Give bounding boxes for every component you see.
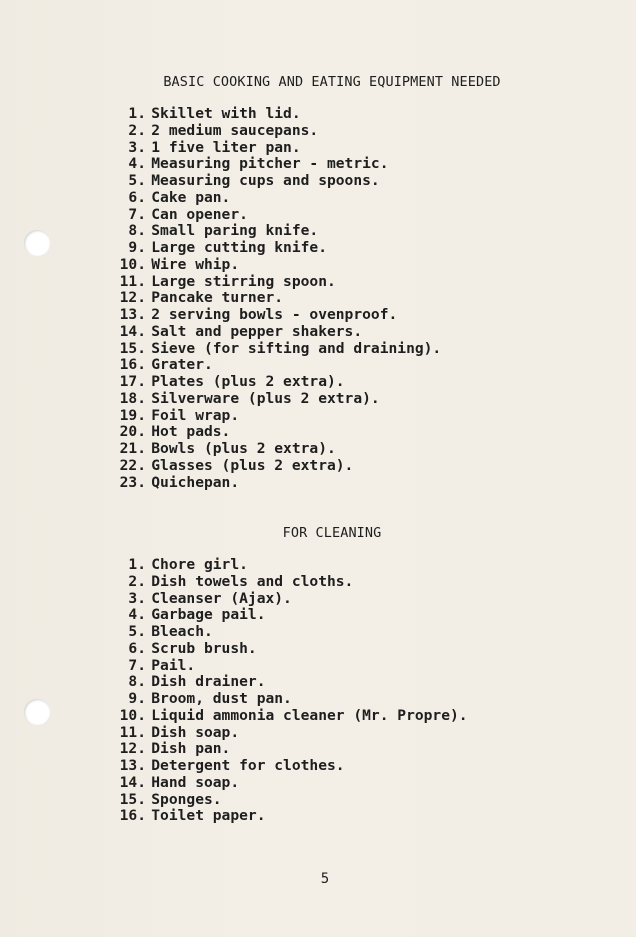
- item-number: 20.: [119, 423, 146, 441]
- item-text: Hot pads.: [151, 423, 231, 441]
- item-number: 15.: [119, 339, 146, 357]
- item-text: Plates (plus 2 extra).: [151, 373, 345, 390]
- list-item: [92, 357, 441, 374]
- item-number: 19.: [119, 406, 146, 424]
- list-item: [92, 190, 441, 207]
- item-text: Skillet with lid.: [151, 105, 301, 122]
- item-number: 5.: [128, 623, 146, 640]
- item-text: Sieve (for sifting and draining).: [151, 339, 442, 357]
- list-item: [92, 607, 468, 624]
- list-item: [92, 257, 441, 274]
- list-item: [92, 557, 468, 574]
- list-item: [92, 156, 441, 173]
- cleaning-heading: FOR CLEANING: [282, 525, 382, 541]
- item-text: Chore girl.: [151, 556, 248, 573]
- item-text: Pail.: [151, 656, 196, 674]
- item-number: 2.: [128, 572, 146, 590]
- list-item: [92, 173, 441, 190]
- item-text: Glasses (plus 2 extra).: [151, 456, 354, 474]
- item-number: 12.: [119, 289, 146, 307]
- list-item: [92, 424, 441, 441]
- list-item: [92, 741, 468, 758]
- list-item: [92, 391, 441, 408]
- item-text: Hand soap.: [151, 773, 240, 791]
- list-item: [92, 641, 468, 658]
- list-item: [92, 441, 441, 458]
- list-item: [92, 758, 468, 775]
- list-item: [92, 792, 468, 809]
- item-text: Pancake turner.: [151, 289, 284, 307]
- list-item: [92, 408, 441, 425]
- item-number: 21.: [119, 440, 146, 457]
- item-text: Cleanser (Ajax).: [151, 589, 292, 607]
- item-number: 7.: [128, 656, 146, 674]
- binder-hole-bottom: [24, 699, 50, 725]
- list-item: [92, 808, 468, 825]
- list-item: [92, 341, 441, 358]
- item-text: Salt and pepper shakers.: [151, 322, 363, 340]
- item-number: 18.: [119, 389, 146, 407]
- item-number: 9.: [128, 239, 146, 256]
- item-number: 8.: [128, 222, 146, 240]
- item-text: Toilet paper.: [151, 807, 266, 825]
- item-text: Bowls (plus 2 extra).: [151, 440, 336, 457]
- item-text: Liquid ammonia cleaner (Mr. Propre).: [151, 706, 468, 724]
- list-item: [92, 458, 441, 475]
- item-number: 3.: [128, 589, 146, 607]
- list-item: [92, 708, 468, 725]
- item-number: 10.: [119, 706, 146, 724]
- item-number: 1.: [128, 556, 146, 573]
- item-text: Foil wrap.: [151, 406, 240, 424]
- item-number: 11.: [119, 723, 146, 741]
- list-item: [92, 290, 441, 307]
- item-number: 3.: [128, 138, 146, 156]
- item-text: Scrub brush.: [151, 639, 257, 657]
- item-number: 11.: [119, 272, 146, 290]
- item-number: 16.: [119, 807, 146, 825]
- item-text: Measuring pitcher - metric.: [151, 155, 389, 173]
- item-text: Detergent for clothes.: [151, 757, 345, 774]
- binder-hole-top: [24, 230, 50, 256]
- item-number: 13.: [119, 306, 146, 323]
- list-item: [92, 725, 468, 742]
- item-text: Grater.: [151, 356, 213, 374]
- item-number: 12.: [119, 740, 146, 758]
- item-number: 5.: [128, 172, 146, 189]
- list-item: [92, 574, 468, 591]
- list-item: [92, 775, 468, 792]
- list-item: [92, 658, 468, 675]
- cleaning-list: [92, 557, 468, 825]
- item-number: 8.: [128, 673, 146, 691]
- page-number: 5: [320, 871, 330, 887]
- item-text: Dish pan.: [151, 740, 231, 758]
- item-number: 16.: [119, 356, 146, 374]
- item-number: 4.: [128, 155, 146, 173]
- item-text: Dish drainer.: [151, 673, 266, 691]
- list-item: [92, 691, 468, 708]
- item-number: 6.: [128, 188, 146, 206]
- item-number: 17.: [119, 373, 146, 390]
- item-number: 2.: [128, 121, 146, 139]
- item-text: Silverware (plus 2 extra).: [151, 389, 380, 407]
- list-item: [92, 223, 441, 240]
- item-number: 4.: [128, 606, 146, 624]
- list-item: [92, 624, 468, 641]
- item-number: 14.: [119, 773, 146, 791]
- list-item: [92, 274, 441, 291]
- list-item: [92, 374, 441, 391]
- list-item: [92, 324, 441, 341]
- item-number: 13.: [119, 757, 146, 774]
- item-number: 23.: [119, 473, 146, 491]
- item-number: 7.: [128, 205, 146, 223]
- list-item: [92, 591, 468, 608]
- item-text: Broom, dust pan.: [151, 690, 292, 707]
- item-text: 2 medium saucepans.: [151, 121, 319, 139]
- basic-equipment-heading: BASIC COOKING AND EATING EQUIPMENT NEEDED: [163, 74, 501, 90]
- item-number: 15.: [119, 790, 146, 808]
- item-text: Dish towels and cloths.: [151, 572, 354, 590]
- item-number: 9.: [128, 690, 146, 707]
- list-item: [92, 207, 441, 224]
- list-item: [92, 475, 441, 492]
- item-number: 22.: [119, 456, 146, 474]
- item-text: Can opener.: [151, 205, 248, 223]
- item-text: Cake pan.: [151, 188, 231, 206]
- item-text: Large stirring spoon.: [151, 272, 336, 290]
- item-text: Large cutting knife.: [151, 239, 327, 256]
- list-item: [92, 106, 441, 123]
- item-text: 1 five liter pan.: [151, 138, 301, 156]
- item-text: Sponges.: [151, 790, 222, 808]
- item-text: Garbage pail.: [151, 606, 266, 624]
- list-item: [92, 140, 441, 157]
- item-number: 1.: [128, 105, 146, 122]
- item-number: 10.: [119, 255, 146, 273]
- list-item: [92, 307, 441, 324]
- item-text: Quichepan.: [151, 473, 240, 491]
- item-number: 14.: [119, 322, 146, 340]
- item-text: Bleach.: [151, 623, 213, 640]
- item-text: 2 serving bowls - ovenproof.: [151, 306, 398, 323]
- list-item: [92, 123, 441, 140]
- item-text: Measuring cups and spoons.: [151, 172, 380, 189]
- basic-equipment-list: [92, 106, 441, 491]
- item-text: Dish soap.: [151, 723, 240, 741]
- item-number: 6.: [128, 639, 146, 657]
- list-item: [92, 674, 468, 691]
- item-text: Small paring knife.: [151, 222, 319, 240]
- item-text: Wire whip.: [151, 255, 240, 273]
- list-item: [92, 240, 441, 257]
